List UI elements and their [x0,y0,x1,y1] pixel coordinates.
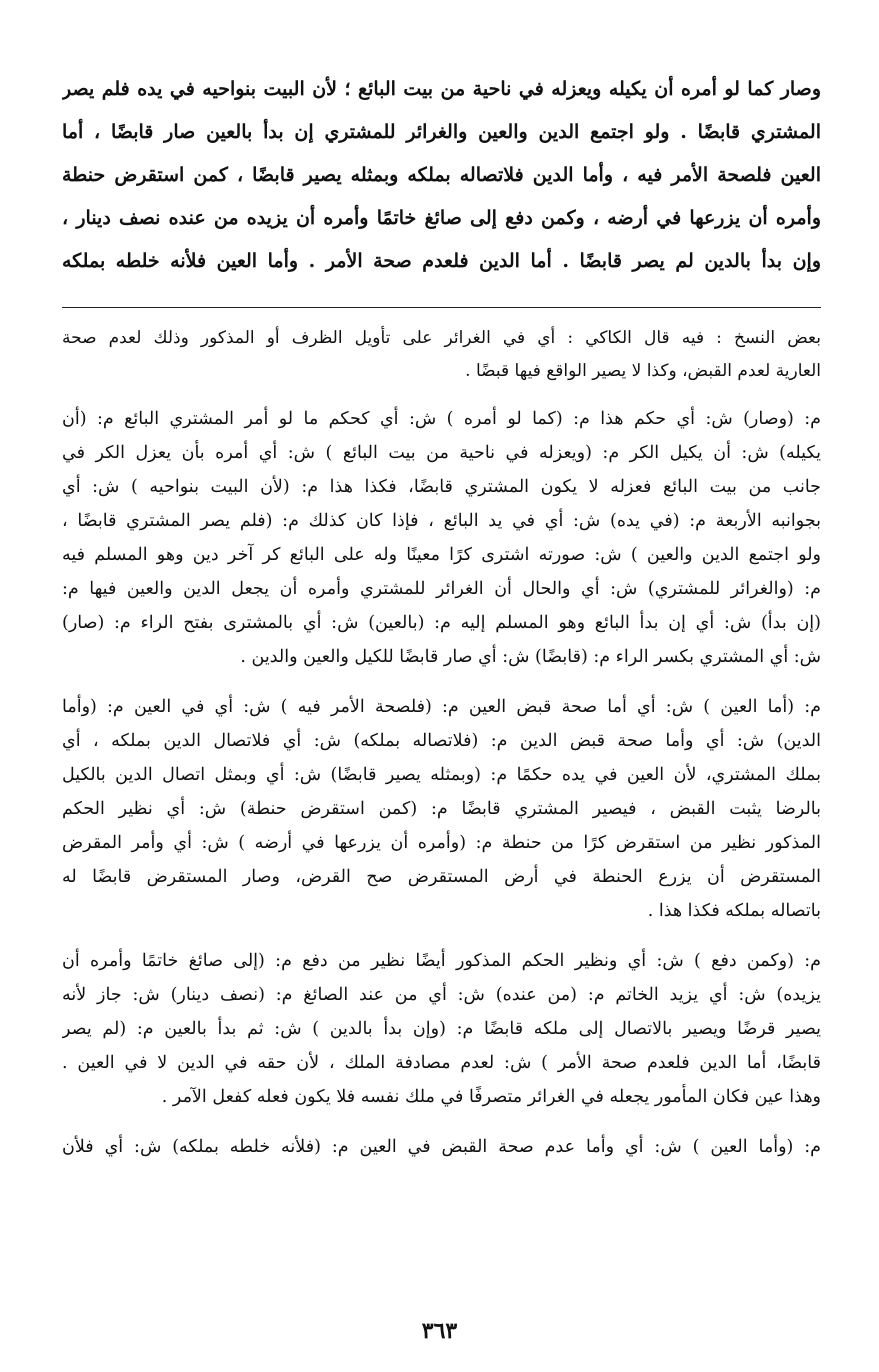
main-text-line: وإن بدأ بالدين لم يصر قابضًا . أما الدين فلعدم صحة الأمر . وأما العين فلأنه خلطه بملكه [62,250,821,272]
main-text-line: العين فلصحة الأمر فيه ، وأما الدين فلاتصاله بملكه وبمثله يصير قابضًا ، كمن استقرض حنطة [62,164,821,186]
commentary-paragraph [62,402,821,674]
commentary-line: يزيده) ش: أي يزيد الخاتم م: (من عنده) ش: أي من عند الصائغ م: (نصف دينار) ش: جاز لأنه [62,985,821,1005]
commentary-line: جانب من بيت البائع فعزله لا يكون المشتري قابضًا، فكذا هذا م: (لأن البيت بنواحيه ) ش: أي [62,477,821,497]
commentary-line: المستقرض أن يزرع الحنطة في أرض المستقرض صح القرض، وصار المستقرض قابضًا له [62,867,821,887]
commentary-line: المذكور نظير من استقرض كرًا من حنطة م: (وأمره أن يزرعها في أرضه ) ش: أي وأمر المقرض [62,833,821,853]
commentary-line: قابضًا، أما الدين فلعدم صحة الأمر ) ش: لعدم مصادفة الملك ، لأن حقه في الدين لا في العين . [62,1053,821,1073]
commentary-line: يكيله) ش: أن يكيل الكر م: (ويعزله في ناحية من بيت البائع ) ش: أي أمره بأن يعزل الكر في [62,443,821,463]
commentary-line: بملك المشتري، لأن العين في يده حكمًا م: (وبمثله يصير قابضًا) ش: أي وبمثل اتصال الدين بالكيل [62,765,821,785]
commentary-line: الدين) ش: أي وأما صحة قبض الدين م: (فلاتصاله بملكه) ش: أي فلاتصال الدين بملكه ، أي [62,731,821,751]
commentary-paragraph [62,1130,821,1164]
commentary-line: يصير قرضًا ويصير بالاتصال إلى ملكه قابضًا م: (وإن بدأ بالدين ) ش: ثم بدأ بالعين م: (لم يصر [62,1019,821,1039]
commentary-line: (إن بدأ) ش: أي إن بدأ البائع وهو المسلم إليه م: (بالعين) ش: أي بالمشترى بفتح الراء م: (صار) [62,613,821,633]
commentary-line: وهذا عين فكان المأمور يجعله في الغرائر متصرفًا في ملك نفسه فلا يكون فعله كفعل الآمر . [161,1087,821,1107]
commentary-line: م: (وأما العين ) ش: أي وأما عدم صحة القبض في العين م: (فلأنه خلطه بملكه) ش: أي فلأن [62,1137,821,1157]
commentary-paragraph [62,690,821,928]
commentary-line: ش: أي المشتري بكسر الراء م: (قابضًا) ش: أي صار قابضًا للكيل والعين والدين . [240,647,821,667]
commentary-paragraph [62,944,821,1114]
commentary-line: م: (وصار) ش: أي حكم هذا م: (كما لو أمره ) ش: أي كحكم ما لو أمر المشتري البائع م: (أن [62,409,821,429]
commentary-line: م: (والغرائر للمشتري) ش: أي والحال أن الغرائر للمشتري وأمره أن يجعل الدين والعين فيها م: [62,579,821,599]
commentary-line: م: (وكمن دفع ) ش: أي ونظير الحكم المذكور أيضًا نظير من دفع م: (إلى صائغ خاتمًا وأمره أن [62,951,821,971]
commentary [62,402,821,1164]
commentary-line: ولو اجتمع الدين والعين ) ش: صورته اشترى كرًا معينًا وله على البائع كر آخر دين وهو المسلم فيه [62,545,821,565]
commentary-line: م: (أما العين ) ش: أي أما صحة قبض العين م: (فلصحة الأمر فيه ) ش: أي في العين م: (وأما [62,697,821,717]
main-text [62,68,821,283]
commentary-line: بجوانبه الأربعة م: (في يده) ش: أي في يد البائع ، فإذا كان كذلك م: (فلم يصر المشتري قابضًا ، [62,511,821,531]
main-text-line: المشتري قابضًا . ولو اجتمع الدين والعين والغرائر للمشتري إن بدأ بالعين صار قابضًا ، أما [62,121,821,143]
main-text-line: وصار كما لو أمره أن يكيله ويعزله في ناحية من بيت البائع ؛ لأن البيت بنواحيه في يده فلم يصر [62,78,821,100]
page-number: ٣٦٣ [421,1318,458,1344]
footnote-divider [62,307,821,308]
footnote-line: بعض النسخ : فيه قال الكاكي : أي في الغرائر على تأويل الظرف أو المذكور وذلك لعدم صحة [62,328,821,348]
commentary-line: باتصاله بملكه فكذا هذا . [647,901,821,921]
commentary-line: بالرضا يثبت القبض ، فيصير المشتري قابضًا م: (كمن استقرض حنطة) ش: أي نظير الحكم [62,799,821,819]
footnote [62,322,821,388]
footnote-line: العارية لعدم القبض، وكذا لا يصير الواقع فيها قبضًا . [465,361,821,381]
main-text-line: وأمره أن يزرعها في أرضه ، وكمن دفع إلى صائغ خاتمًا وأمره أن يزيده من عنده نصف دينار ، [62,207,821,229]
